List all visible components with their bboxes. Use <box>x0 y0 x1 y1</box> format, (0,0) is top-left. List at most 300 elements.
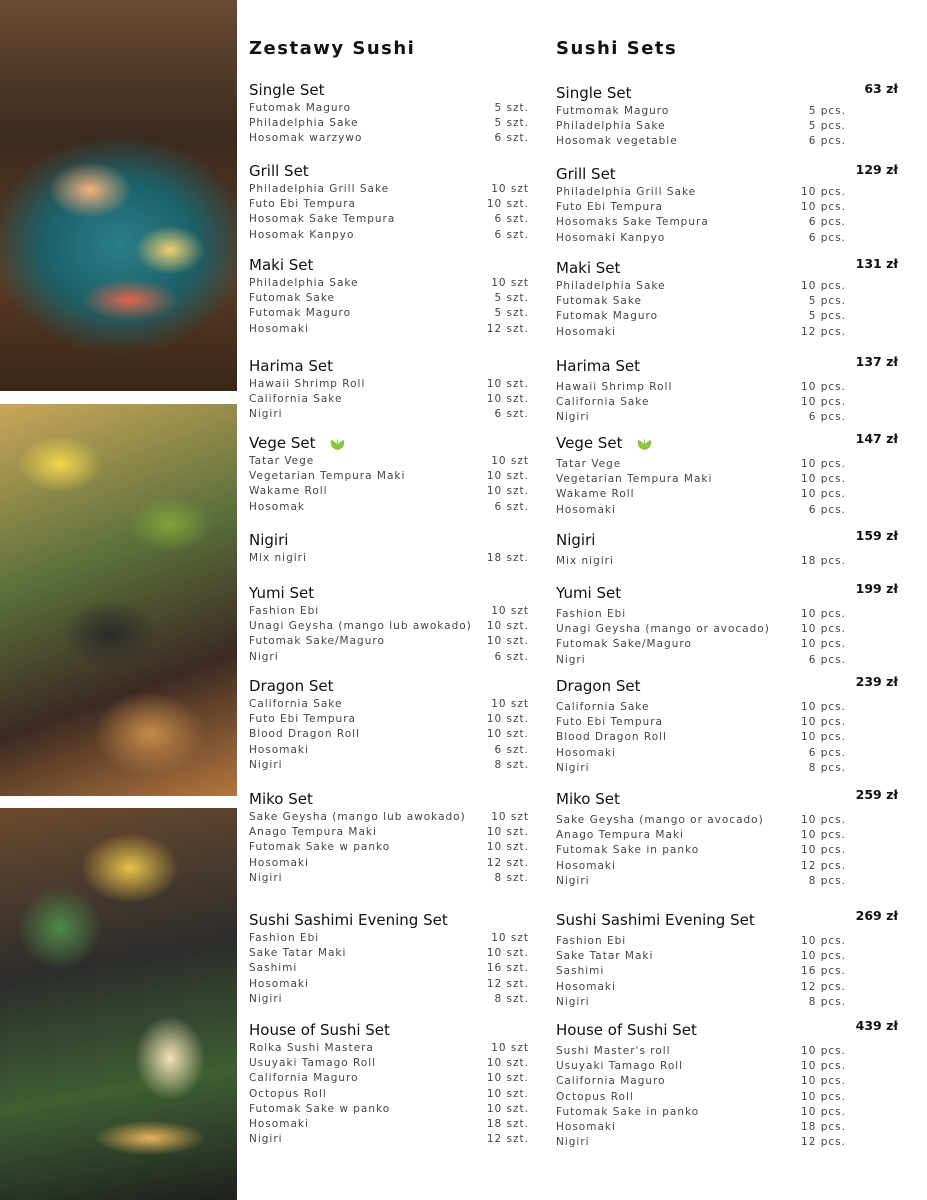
item-quantity: 10 pcs. <box>801 1105 846 1118</box>
set-item <box>556 715 846 730</box>
item-name: Futomak Sake <box>556 295 643 308</box>
item-name: Hosomaki <box>556 859 616 872</box>
set-item <box>556 1135 846 1150</box>
set-title-text: Nigiri <box>249 531 289 549</box>
item-name: Nigiri <box>249 992 283 1005</box>
item-name: Nigiri <box>249 871 283 884</box>
set-item <box>556 874 846 889</box>
set-item <box>249 212 529 227</box>
set-item <box>556 637 846 652</box>
item-quantity: 10 szt. <box>486 1102 529 1115</box>
set-items <box>249 182 529 243</box>
item-quantity: 10 pcs. <box>801 458 846 470</box>
set-item <box>556 980 846 995</box>
item-name: Usuyaki Tamago Roll <box>249 1057 377 1070</box>
set-block-en <box>556 355 846 426</box>
item-name: Hosomaki Kanpyo <box>556 231 666 244</box>
item-quantity: 10 szt. <box>486 728 529 741</box>
set-item <box>249 650 529 665</box>
item-name: Hosomaki <box>249 1117 309 1130</box>
item-quantity: 8 szt. <box>494 871 529 884</box>
item-quantity: 10 szt. <box>486 1087 529 1100</box>
set-item <box>556 395 846 410</box>
item-name: Futomak Sake <box>249 292 336 305</box>
item-name: Wakame Roll <box>556 488 635 501</box>
item-quantity: 6 szt. <box>494 228 529 241</box>
set-item <box>249 946 529 961</box>
set-item <box>556 119 846 134</box>
item-name: Nigiri <box>249 408 283 421</box>
set-title-text: Single Set <box>556 84 632 102</box>
sushi-photo-platter <box>0 0 237 391</box>
set-title <box>556 163 846 185</box>
item-name: Futo Ebi Tempura <box>556 716 663 729</box>
set-item <box>556 215 846 230</box>
set-title <box>249 529 529 551</box>
set-item <box>556 309 846 324</box>
set-item <box>556 185 846 200</box>
set-item <box>556 325 846 340</box>
item-name: California Sake <box>556 701 650 713</box>
item-quantity: 5 szt. <box>494 117 529 130</box>
set-item <box>249 977 529 992</box>
set-title <box>249 160 529 182</box>
item-name: Nigiri <box>556 761 590 774</box>
item-quantity: 10 pcs. <box>801 608 846 620</box>
set-item <box>249 619 529 634</box>
item-name: Hosomak Sake Tempura <box>249 213 396 226</box>
set-title-text: Maki Set <box>249 256 314 274</box>
set-item <box>249 131 529 146</box>
item-name: Futomak Sake w panko <box>249 1102 391 1115</box>
set-item <box>556 761 846 776</box>
set-price: 147 zł <box>855 431 898 446</box>
set-title-text: Single Set <box>249 81 325 99</box>
set-title <box>556 257 846 279</box>
item-name: Blood Dragon Roll <box>556 731 667 744</box>
set-item <box>249 454 529 469</box>
item-quantity: 10 szt <box>491 605 529 617</box>
item-quantity: 12 szt. <box>486 977 529 990</box>
set-block-en <box>556 909 846 1010</box>
item-name: Hawaii Shrimp Roll <box>556 381 673 393</box>
item-quantity: 10 szt <box>491 1042 529 1054</box>
item-name: Nigiri <box>556 874 590 887</box>
set-item <box>249 1087 529 1102</box>
sushi-photo-rolls <box>0 404 237 796</box>
set-block-en <box>556 788 846 889</box>
item-name: Octopus Roll <box>249 1087 327 1100</box>
set-item <box>556 1120 846 1135</box>
set-price: 269 zł <box>855 908 898 923</box>
set-item <box>556 279 846 294</box>
set-block-en <box>556 432 846 518</box>
set-price: 199 zł <box>855 581 898 596</box>
item-quantity: 5 szt. <box>494 292 529 305</box>
set-items <box>556 934 846 1010</box>
set-price: 159 zł <box>855 528 898 543</box>
set-items <box>249 810 529 886</box>
set-items <box>556 554 846 569</box>
item-name: Mix nigiri <box>249 552 307 564</box>
item-quantity: 10 pcs. <box>801 844 846 857</box>
item-name: Octopus Roll <box>556 1090 634 1103</box>
set-item <box>249 1056 529 1071</box>
set-title <box>556 582 846 604</box>
item-quantity: 10 szt <box>491 811 529 823</box>
item-name: Tatar Vege <box>556 458 622 470</box>
item-quantity: 10 szt. <box>486 378 529 390</box>
set-items <box>556 1044 846 1150</box>
set-item <box>556 730 846 745</box>
set-item <box>249 101 529 116</box>
item-name: Philadelphia Grill Sake <box>249 183 390 195</box>
set-item <box>249 322 529 337</box>
item-name: Nigri <box>556 653 586 666</box>
set-title <box>249 1019 529 1041</box>
item-name: Unagi Geysha (mango lub awokado) <box>249 620 472 633</box>
item-quantity: 6 szt. <box>494 132 529 145</box>
item-quantity: 10 pcs. <box>801 381 846 393</box>
item-quantity: 10 pcs. <box>801 950 846 963</box>
set-item <box>556 472 846 487</box>
set-item <box>556 200 846 215</box>
item-name: Futomak Sake w panko <box>249 841 391 854</box>
set-item <box>249 291 529 306</box>
set-title-text: Grill Set <box>556 165 616 183</box>
set-title-text: Yumi Set <box>249 584 315 602</box>
set-item <box>249 484 529 499</box>
set-items <box>556 457 846 518</box>
set-item <box>556 828 846 843</box>
set-title <box>249 432 529 454</box>
item-name: Hosomak vegetable <box>556 135 678 148</box>
set-block-pl <box>249 432 529 515</box>
set-title-text: Vege Set <box>556 434 623 452</box>
set-item <box>249 810 529 825</box>
set-title <box>249 79 529 101</box>
set-price: 131 zł <box>855 256 898 271</box>
set-item <box>556 995 846 1010</box>
leaf-icon <box>329 437 346 451</box>
set-item <box>249 634 529 649</box>
set-price: 239 zł <box>855 674 898 689</box>
set-items <box>556 185 846 246</box>
item-quantity: 10 pcs. <box>801 701 846 713</box>
item-quantity: 10 pcs. <box>801 935 846 947</box>
item-name: Hosomak warzywo <box>249 132 363 145</box>
set-items <box>249 377 529 423</box>
item-quantity: 6 pcs. <box>808 135 846 148</box>
set-price: 137 zł <box>855 354 898 369</box>
item-name: Hosomak <box>249 500 305 513</box>
item-quantity: 10 szt. <box>486 198 529 211</box>
set-title-text: House of Sushi Set <box>556 1021 697 1039</box>
item-quantity: 10 pcs. <box>801 1090 846 1103</box>
page-title-polish: Zestawy Sushi <box>249 38 416 59</box>
item-quantity: 6 pcs. <box>808 746 846 759</box>
set-title <box>556 909 846 931</box>
set-items <box>249 1041 529 1147</box>
set-item <box>556 859 846 874</box>
item-quantity: 6 pcs. <box>808 653 846 666</box>
set-items <box>249 931 529 1007</box>
set-item <box>556 503 846 518</box>
item-quantity: 12 szt. <box>486 1133 529 1146</box>
set-title <box>249 582 529 604</box>
item-name: Fashion Ebi <box>249 605 320 617</box>
item-quantity: 10 szt <box>491 455 529 467</box>
item-quantity: 18 pcs. <box>801 555 846 567</box>
item-name: Fashion Ebi <box>249 932 320 944</box>
set-title <box>249 788 529 810</box>
item-quantity: 10 szt. <box>486 841 529 854</box>
item-quantity: 16 szt. <box>486 962 529 975</box>
item-quantity: 12 szt. <box>486 856 529 869</box>
item-quantity: 6 szt. <box>494 743 529 756</box>
item-quantity: 12 pcs. <box>801 859 846 872</box>
item-name: Anago Tempura Maki <box>556 829 684 842</box>
set-item <box>249 1117 529 1132</box>
set-item <box>249 712 529 727</box>
set-items <box>556 700 846 776</box>
item-name: Hosomaki <box>556 503 616 516</box>
set-items <box>249 551 529 566</box>
item-name: Sake Tatar Maki <box>556 950 654 963</box>
set-block-en <box>556 675 846 776</box>
item-quantity: 10 pcs. <box>801 280 846 292</box>
set-item <box>249 961 529 976</box>
item-name: Blood Dragon Roll <box>249 728 360 741</box>
item-name: Hosomaki <box>556 325 616 338</box>
set-item <box>556 231 846 246</box>
item-name: California Maguro <box>249 1072 359 1085</box>
set-block-pl <box>249 582 529 665</box>
set-item <box>556 380 846 395</box>
item-name: Futomak Sake/Maguro <box>249 635 385 648</box>
item-name: Sake Geysha (mango or avocado) <box>556 814 764 826</box>
set-title <box>556 529 846 551</box>
item-name: Hosomaki <box>249 322 309 335</box>
item-quantity: 5 pcs. <box>808 310 846 323</box>
item-name: California Sake <box>249 393 343 406</box>
item-quantity: 6 szt. <box>494 500 529 513</box>
item-quantity: 10 pcs. <box>801 716 846 729</box>
item-quantity: 10 pcs. <box>801 488 846 501</box>
set-block-en <box>556 257 846 340</box>
set-item <box>556 1044 846 1059</box>
item-name: Nigiri <box>249 1133 283 1146</box>
set-title-text: Vege Set <box>249 434 316 452</box>
item-name: Sake Tatar Maki <box>249 947 347 960</box>
item-quantity: 10 szt <box>491 183 529 195</box>
item-quantity: 6 szt. <box>494 213 529 226</box>
item-quantity: 10 szt. <box>486 826 529 839</box>
item-name: California Sake <box>556 396 650 409</box>
item-quantity: 8 pcs. <box>808 874 846 887</box>
set-item <box>556 843 846 858</box>
item-name: Hosomak Kanpyo <box>249 228 355 241</box>
set-item <box>556 964 846 979</box>
set-items <box>556 279 846 340</box>
item-name: Sushi Master's roll <box>556 1045 671 1057</box>
set-items <box>249 101 529 147</box>
item-quantity: 5 pcs. <box>808 120 846 133</box>
set-item <box>556 622 846 637</box>
set-title <box>556 675 846 697</box>
set-item <box>249 377 529 392</box>
item-name: Philadelphia Sake <box>556 280 666 292</box>
item-name: Hawaii Shrimp Roll <box>249 378 366 390</box>
item-name: Futmomak Maguro <box>556 105 670 117</box>
item-quantity: 8 szt. <box>494 992 529 1005</box>
item-quantity: 10 pcs. <box>801 201 846 214</box>
item-name: Usuyaki Tamago Roll <box>556 1060 684 1073</box>
item-name: Sashimi <box>556 965 605 978</box>
set-item <box>556 746 846 761</box>
item-name: Fashion Ebi <box>556 608 627 620</box>
set-price: 129 zł <box>855 162 898 177</box>
set-block-en <box>556 82 846 150</box>
item-quantity: 10 szt. <box>486 713 529 726</box>
set-item <box>556 1074 846 1089</box>
set-block-en <box>556 1019 846 1150</box>
set-title-text: Miko Set <box>249 790 313 808</box>
set-item <box>556 653 846 668</box>
set-block-pl <box>249 788 529 886</box>
set-title <box>556 1019 846 1041</box>
set-title-text: Nigiri <box>556 531 596 549</box>
item-quantity: 10 szt. <box>486 393 529 406</box>
item-name: Philadelphia Grill Sake <box>556 186 697 198</box>
set-item <box>249 116 529 131</box>
set-block-pl <box>249 1019 529 1147</box>
item-quantity: 10 szt <box>491 277 529 289</box>
set-block-pl <box>249 675 529 773</box>
item-name: Hosomaki <box>249 856 309 869</box>
item-quantity: 12 pcs. <box>801 1136 846 1149</box>
item-quantity: 5 pcs. <box>808 105 846 117</box>
item-name: Hosomaki <box>249 743 309 756</box>
set-item <box>249 276 529 291</box>
item-name: Hosomaki <box>556 746 616 759</box>
item-quantity: 10 pcs. <box>801 473 846 486</box>
set-item <box>249 604 529 619</box>
item-name: Mix nigiri <box>556 555 614 567</box>
item-quantity: 6 szt. <box>494 408 529 421</box>
set-item <box>249 407 529 422</box>
set-items <box>249 454 529 515</box>
item-quantity: 5 pcs. <box>808 295 846 308</box>
item-name: Sake Geysha (mango lub awokado) <box>249 811 466 823</box>
item-quantity: 6 pcs. <box>808 411 846 424</box>
set-title-text: Dragon Set <box>556 677 641 695</box>
set-item <box>249 840 529 855</box>
item-name: Futo Ebi Tempura <box>556 201 663 214</box>
item-quantity: 10 pcs. <box>801 829 846 842</box>
item-name: Fashion Ebi <box>556 935 627 947</box>
set-block-en <box>556 163 846 246</box>
item-name: Unagi Geysha (mango or avocado) <box>556 623 770 636</box>
item-quantity: 10 pcs. <box>801 623 846 636</box>
item-quantity: 10 pcs. <box>801 186 846 198</box>
item-name: Futomak Sake in panko <box>556 1105 700 1118</box>
item-quantity: 10 szt. <box>486 485 529 498</box>
set-block-pl <box>249 160 529 243</box>
set-item <box>556 554 846 569</box>
item-quantity: 12 szt. <box>486 322 529 335</box>
set-item <box>249 228 529 243</box>
item-name: Rolka Sushi Mastera <box>249 1042 374 1054</box>
set-item <box>556 134 846 149</box>
page-title-english: Sushi Sets <box>556 38 678 59</box>
set-item <box>249 469 529 484</box>
item-name: Futomak Sake in panko <box>556 844 700 857</box>
set-item <box>556 813 846 828</box>
item-quantity: 6 pcs. <box>808 231 846 244</box>
item-name: Futomak Maguro <box>249 102 352 114</box>
item-quantity: 8 pcs. <box>808 761 846 774</box>
item-quantity: 10 pcs. <box>801 1045 846 1057</box>
item-quantity: 10 pcs. <box>801 396 846 409</box>
set-block-pl <box>249 254 529 337</box>
item-name: Futomak Maguro <box>556 310 659 323</box>
set-block-en <box>556 582 846 668</box>
item-quantity: 10 szt <box>491 932 529 944</box>
item-name: Nigiri <box>556 995 590 1008</box>
set-item <box>556 934 846 949</box>
item-quantity: 10 szt. <box>486 620 529 633</box>
set-block-pl <box>249 529 529 566</box>
item-name: Vegetarian Tempura Maki <box>556 473 713 486</box>
set-item <box>249 1071 529 1086</box>
item-name: Wakame Roll <box>249 485 328 498</box>
set-item <box>249 871 529 886</box>
item-name: Futomak Maguro <box>249 307 352 320</box>
item-name: Nigiri <box>556 1136 590 1149</box>
item-quantity: 6 pcs. <box>808 503 846 516</box>
item-quantity: 10 pcs. <box>801 814 846 826</box>
set-item <box>556 1090 846 1105</box>
set-title <box>249 254 529 276</box>
set-item <box>556 700 846 715</box>
set-block-pl <box>249 355 529 423</box>
item-name: Hosomaki <box>556 1120 616 1133</box>
item-name: Futo Ebi Tempura <box>249 198 356 211</box>
set-items <box>556 380 846 426</box>
item-name: Sashimi <box>249 962 298 975</box>
item-quantity: 10 szt. <box>486 947 529 960</box>
set-items <box>556 607 846 668</box>
set-block-pl <box>249 909 529 1007</box>
item-name: Futo Ebi Tempura <box>249 713 356 726</box>
set-title-text: Dragon Set <box>249 677 334 695</box>
item-name: Nigri <box>249 650 279 663</box>
item-name: Hosomaki <box>249 977 309 990</box>
item-quantity: 12 pcs. <box>801 980 846 993</box>
item-quantity: 10 pcs. <box>801 731 846 744</box>
set-title <box>556 355 846 377</box>
set-item <box>249 306 529 321</box>
item-quantity: 10 szt. <box>486 1057 529 1070</box>
item-quantity: 12 pcs. <box>801 325 846 338</box>
set-item <box>249 500 529 515</box>
item-name: Philadelphia Sake <box>249 277 359 289</box>
item-name: Nigiri <box>249 758 283 771</box>
item-name: Anago Tempura Maki <box>249 826 377 839</box>
item-name: Hosomaki <box>556 980 616 993</box>
set-item <box>249 743 529 758</box>
